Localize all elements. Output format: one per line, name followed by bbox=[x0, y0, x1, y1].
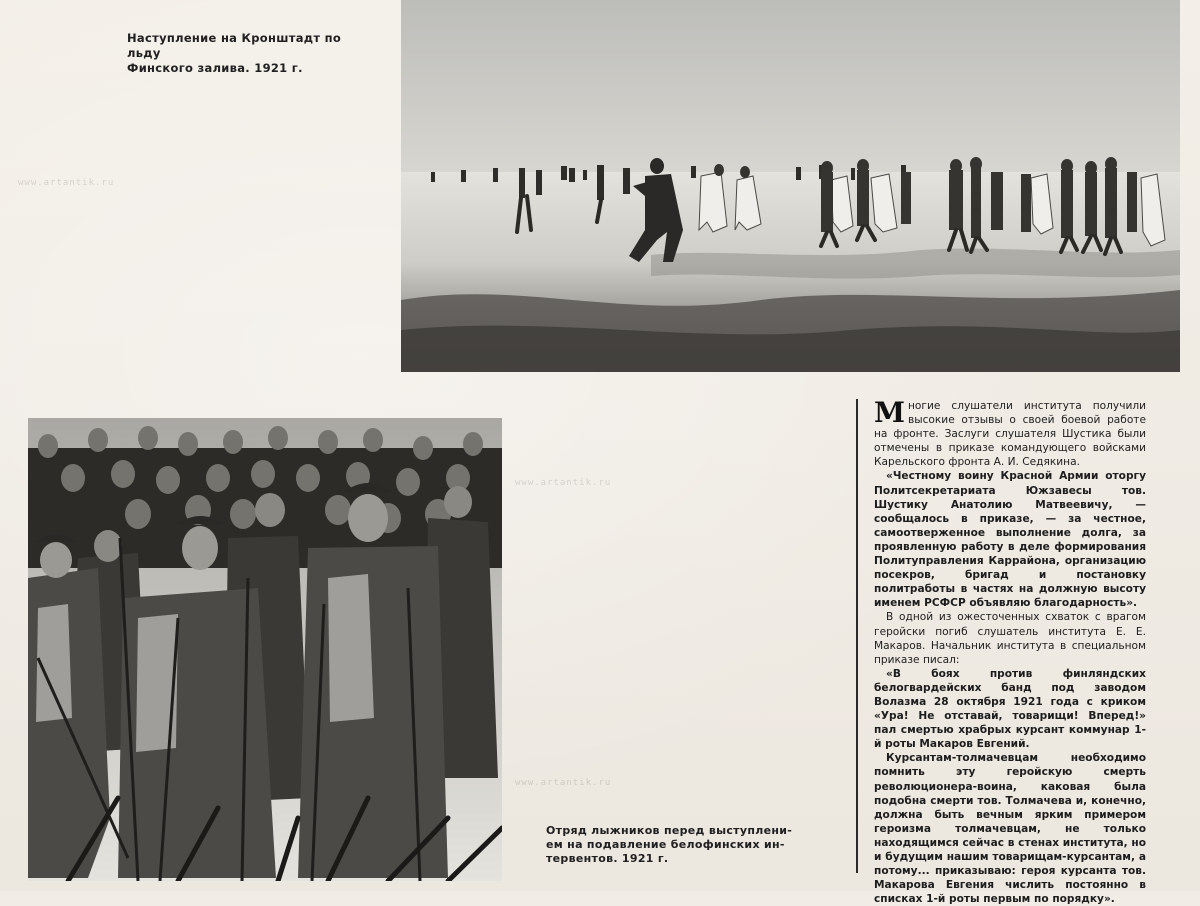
photo-ski-detachment bbox=[28, 418, 502, 881]
caption-kronstadt: Наступление на Кронштадт по льду Финского залива. 1921 г. bbox=[127, 31, 342, 75]
article-paragraph: Курсантам-толмачевцам необходимо помнить эту геройскую смерть революционера-воина, каковая была подобна смерти тов. Толмачева и, конечно, должна быть вечным ярким примером героизма толмачевцам, не только находящимся сейчас в стенах института, но и будущим нашим товарищам-курсантам, а потому... приказываю: героя курсанта тов. Макарова Евгения числить постоянно в списках 1-й роты первым по порядку». bbox=[874, 752, 1146, 906]
article-column bbox=[856, 396, 1154, 906]
paragraph-text: ногие слушатели института получили высокие отзывы о своей боевой работе на фронте. Заслуги слушателя Шустика были отмечены в приказе командующего войсками Карельского фронта А. И. Седякина. bbox=[874, 400, 1146, 469]
drop-cap: М bbox=[874, 396, 905, 429]
caption-ski-detachment: Отряд лыжников перед выступлени- ем на подавление белофинских ин- тервентов. 1921 г. bbox=[546, 824, 793, 865]
article-paragraph: «Честному воину Красной Армии оторгу Политсекретариата Южзавесы тов. Шустику Анатолию Матвеевичу, — сообщалось в приказе, — за честное, самоотверженное выполнение долга, за проявленную работу в деле формирования Политуправления Каррайона, организацию посекров, бригад и постановку политработы в частях на должную высоту именем РСФСР объявляю благодарность». bbox=[874, 470, 1146, 610]
watermark: www.artantik.ru bbox=[515, 778, 612, 788]
article-text bbox=[874, 396, 1146, 906]
watermark: www.artantik.ru bbox=[18, 178, 115, 188]
article-paragraph: В одной из ожесточенных схваток с врагом геройски погиб слушатель института Е. Е. Макаров. Начальник института в специальном приказе писал: bbox=[874, 611, 1146, 666]
article-paragraph bbox=[874, 396, 1146, 469]
photo-kronstadt-ice-assault bbox=[401, 0, 1180, 372]
watermark: www.artantik.ru bbox=[515, 478, 612, 488]
article-paragraph: «В боях против финляндских белогвардейских банд под заводом Волазма 28 октября 1921 года с криком «Ура! Не отставай, товарищи! Вперед!» пал смертью храбрых курсант коммунар 1-й роты Макаров Евгений. bbox=[874, 667, 1146, 751]
